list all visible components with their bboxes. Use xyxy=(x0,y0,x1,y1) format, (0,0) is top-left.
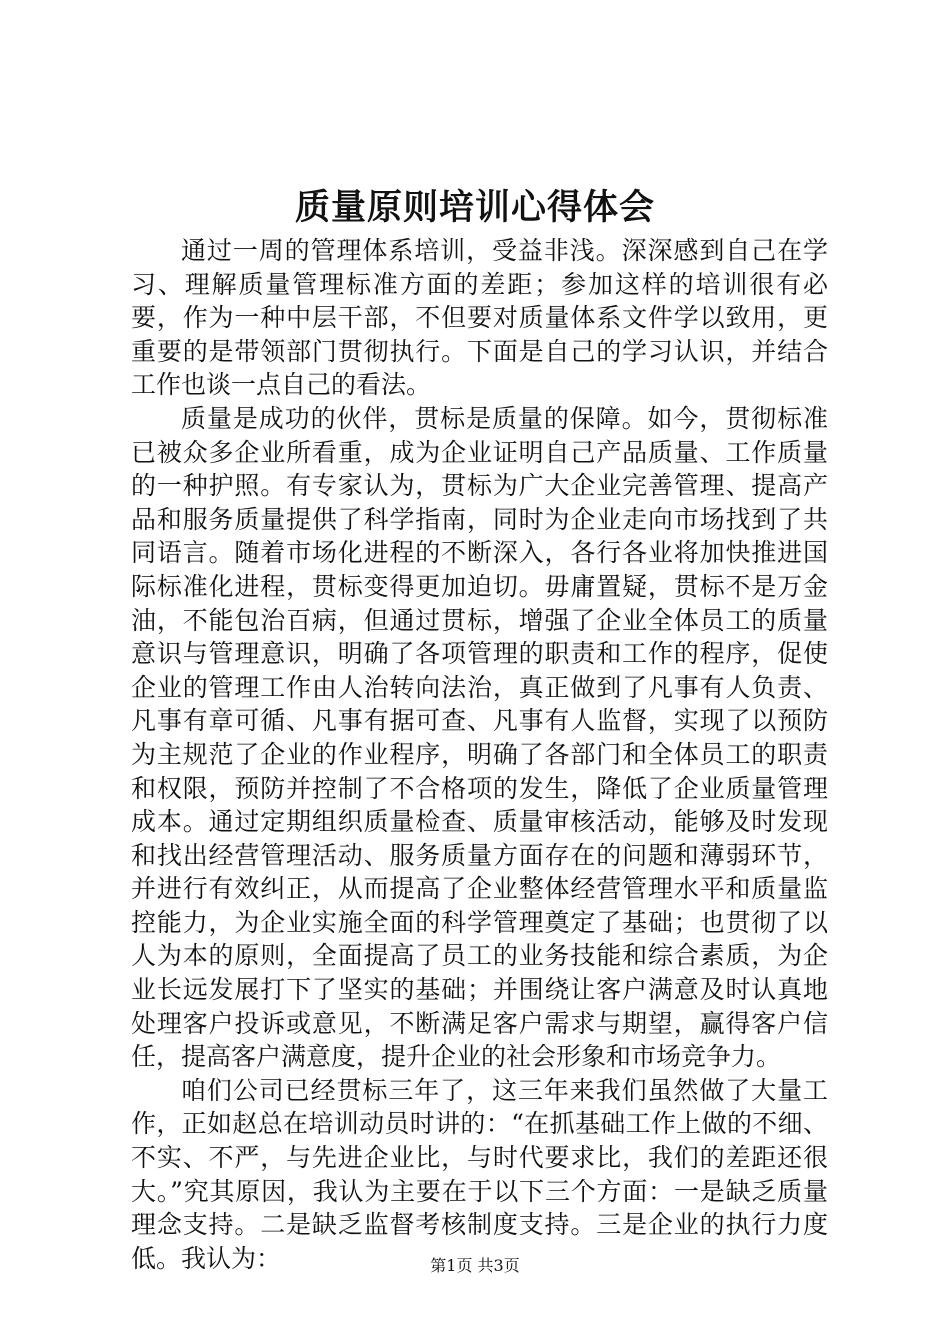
page-footer: 第1页 共3页 xyxy=(430,1256,520,1275)
paragraph-1: 通过一周的管理体系培训，受益非浅。深深感到自己在学习、理解质量管理标准方面的差距；参加这样的培训很有必要，作为一种中层干部，不但要对质量体系文件学以致用，更重要的是带领部门贯彻执行。下面是自己的学习认识，并结合工作也谈一点自己的看法。 xyxy=(131,236,828,400)
paragraph-2: 质量是成功的伙伴，贯标是质量的保障。如今，贯彻标准已被众多企业所看重，成为企业证明自己产品质量、工作质量的一种护照。有专家认为，贯标为广大企业完善管理、提高产品和服务质量提供了科学指南，同时为企业走向市场找到了共同语言。随着市场化进程的不断深入，各行各业将加快推进国际标准化进程，贯标变得更加迫切。毋庸置疑，贯标不是万金油，不能包治百病，但通过贯标，增强了企业全体员工的质量意识与管理意识，明确了各项管理的职责和工作的程序，促使企业的管理工作由人治转向法治，真正做到了凡事有人负责、凡事有章可循、凡事有据可查、凡事有人监督，实现了以预防为主规范了企业的作业程序，明确了各部门和全体员工的职责和权限，预防并控制了不合格项的发生，降低了企业质量管理成本。通过定期组织质量检查、质量审核活动，能够及时发现和找出经营管理活动、服务质量方面存在的问题和薄弱环节，并进行有效纠正，从而提高了企业整体经营管理水平和质量监控能力，为企业实施全面的科学管理奠定了基础；也贯彻了以人为本的原则，全面提高了员工的业务技能和综合素质，为企业长远发展打下了坚实的基础；并围绕让客户满意及时认真地处理客户投诉或意见，不断满足客户需求与期望，赢得客户信任，提高客户满意度，提升企业的社会形象和市场竞争力。 xyxy=(131,403,828,1072)
paragraph-3: 咱们公司已经贯标三年了，这三年来我们虽然做了大量工作，正如赵总在培训动员时讲的：“在抓基础工作上做的不细、不实、不严，与先进企业比，与时代要求比，我们的差距还很大。”究其原因，我认为主要在于以下三个方面：一是缺乏质量理念支持。二是缺乏监督考核制度支持。三是企业的执行力度低。我认为： xyxy=(131,1075,828,1273)
document-title: 质量原则培训心得体会 xyxy=(294,187,655,228)
document-body xyxy=(131,234,828,1275)
